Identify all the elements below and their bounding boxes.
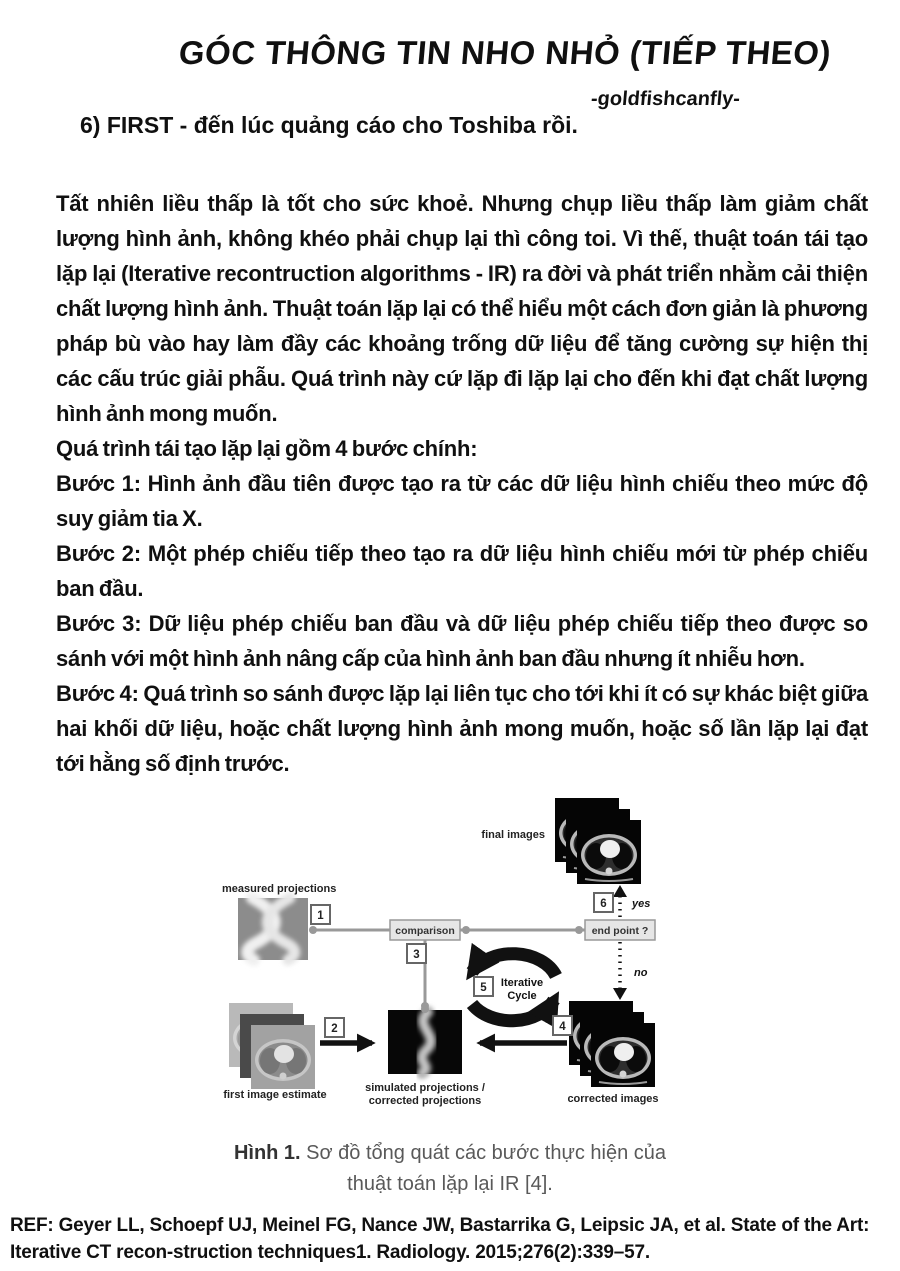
step-2: Bước 2: Một phép chiếu tiếp theo tạo ra dữ liệu hình chiếu mới từ phép chiếu ban đầu. — [56, 541, 868, 601]
step-box-1 — [311, 905, 330, 924]
figure-caption — [0, 1138, 900, 1200]
final-images-stack — [555, 798, 641, 884]
step-box-2 — [325, 1018, 344, 1037]
end-point-label: end point ? — [591, 925, 649, 937]
iterative-cycle-label-line2: Cycle — [507, 990, 537, 1002]
step-number-4: 4 — [559, 1021, 566, 1033]
iterative-reconstruction-diagram — [170, 786, 730, 1138]
step-1: Bước 1: Hình ảnh đầu tiên được tạo ra từ các dữ liệu hình chiếu theo mức độ suy giảm tia X. — [56, 471, 868, 531]
measured-projections-image — [238, 898, 308, 960]
reference-text: REF: Geyer LL, Schoepf UJ, Meinel FG, Nance JW, Bastarrika G, Leipsic JA, et al. State of the Art: Iterative CT recon-struction techniques1. Radiology. 2015;276(2):339–57. — [10, 1215, 870, 1263]
end-point-box — [585, 920, 655, 940]
simulated-projections-label-line1: simulated projections / — [365, 1082, 485, 1094]
steps-intro: Quá trình tái tạo lặp lại gồm 4 bước chính: — [56, 436, 478, 461]
step-box-6 — [594, 893, 613, 912]
step-number-5: 5 — [480, 982, 487, 994]
step-box-4 — [553, 1016, 572, 1035]
step-box-5 — [474, 977, 493, 996]
item-heading: 6) FIRST - đến lúc quảng cáo cho Toshiba rồi. — [80, 112, 578, 138]
comparison-box — [390, 920, 460, 940]
final-images-label: final images — [481, 829, 545, 841]
no-label: no — [634, 967, 648, 979]
page-title: GÓC THÔNG TIN NHO NHỎ (TIẾP THEO) — [177, 34, 833, 71]
figure-caption-text: Sơ đồ tổng quát các bước thực hiện của thuật toán lặp lại IR [4]. — [300, 1142, 667, 1195]
corrected-images-label: corrected images — [567, 1093, 659, 1105]
first-image-estimate-stack — [229, 1003, 315, 1089]
simulated-projections-label-line2: corrected projections — [368, 1095, 482, 1107]
body-text — [56, 186, 868, 781]
step-number-6: 6 — [600, 898, 607, 910]
comparison-label: comparison — [395, 925, 455, 937]
step-4: Bước 4: Quá trình so sánh được lặp lại liên tục cho tới khi ít có sự khác biệt giữa hai khối dữ liệu, hoặc chất lượng hình ảnh mong muốn, hoặc số lần lặp lại đạt tới hằng số định trước. — [56, 681, 868, 776]
yes-label: yes — [632, 898, 651, 910]
no-arrow — [613, 942, 627, 1000]
step-box-3 — [407, 944, 426, 963]
intro-paragraph: Tất nhiên liều thấp là tốt cho sức khoẻ. Nhưng chụp liều thấp làm giảm chất lượng hình ảnh, không khéo phải chụp lại thì công toi. Vì thế, thuật toán tái tạo lặp lại (Iterative recontruction algorithms - IR) ra đời và phát triển nhằm cải thiện chất lượng hình ảnh. Thuật toán lặp lại có thể hiểu một cách đơn giản là phương pháp bù vào hay làm đầy các khoảng trống dữ liệu để tăng cường sự hiện thị các cấu trúc giải phẫu. Quá trình này cứ lặp đi lặp lại cho đến khi đạt chất lượng hình ảnh mong muốn. — [56, 191, 868, 426]
step-number-2: 2 — [331, 1023, 338, 1035]
corrected-images-stack — [569, 1001, 655, 1087]
measured-projections-label: measured projections — [222, 883, 337, 895]
step-3: Bước 3: Dữ liệu phép chiếu ban đầu và dữ liệu phép chiếu tiếp theo được so sánh với một hình ảnh nâng cấp của hình ảnh ban đầu nhưng ít nhiễu hơn. — [56, 611, 868, 671]
figure-diagram — [170, 786, 730, 1138]
first-image-estimate-label: first image estimate — [223, 1089, 327, 1101]
iterative-cycle-label-line1: Iterative — [500, 977, 544, 989]
step-number-1: 1 — [317, 910, 324, 922]
figure-caption-label: Hình 1. — [233, 1142, 301, 1164]
author-byline: -goldfishcanfly- — [590, 88, 742, 110]
step-number-3: 3 — [413, 949, 420, 961]
simulated-projections-image — [388, 1005, 462, 1074]
yes-arrow — [613, 885, 627, 917]
